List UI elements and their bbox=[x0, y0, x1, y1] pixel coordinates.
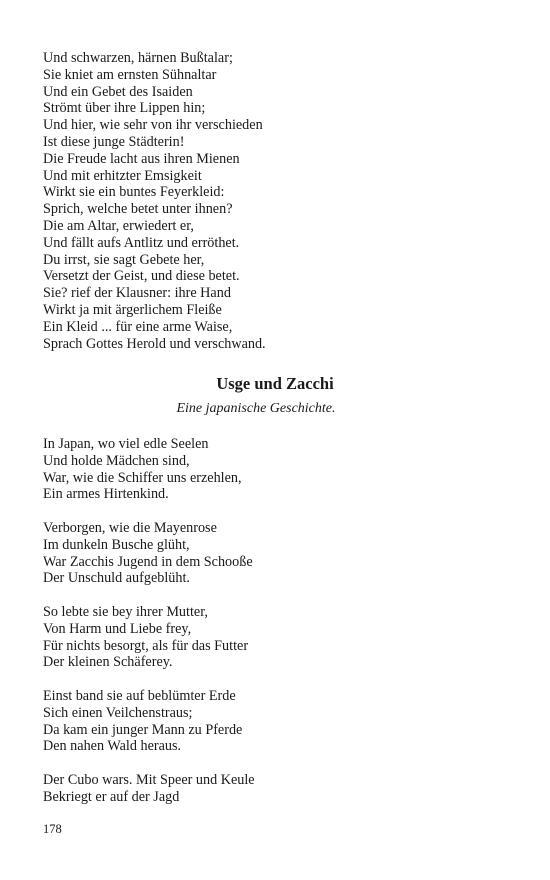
verse-line: Sie kniet am ernsten Sühnaltar bbox=[43, 66, 217, 83]
verse-line: War Zacchis Jugend in dem Schooße bbox=[43, 553, 253, 570]
previous-poem-ending bbox=[43, 50, 513, 352]
verse-line: So lebte sie bey ihrer Mutter, bbox=[43, 603, 208, 620]
verse-line: Versetzt der Geist, und diese betet. bbox=[43, 268, 240, 285]
stanza bbox=[43, 604, 513, 671]
verse-line: Wirkt sie ein buntes Feyerkleid: bbox=[43, 184, 225, 201]
stanza bbox=[43, 50, 513, 352]
stanza bbox=[43, 688, 513, 755]
verse-line: Ein armes Hirtenkind. bbox=[43, 486, 169, 503]
verse-line: Ist diese junge Städterin! bbox=[43, 133, 185, 150]
verse-line: Sich einen Veilchenstraus; bbox=[43, 704, 193, 721]
verse-line: Einst band sie auf beblümter Erde bbox=[43, 687, 236, 704]
verse-line: Für nichts besorgt, als für das Futter bbox=[43, 637, 249, 654]
verse-line: Und hier, wie sehr von ihr verschieden bbox=[43, 117, 263, 134]
verse-line: Sprich, welche betet unter ihnen? bbox=[43, 201, 233, 218]
verse-line: Der Unschuld aufgeblüht. bbox=[43, 570, 190, 587]
poem-body bbox=[43, 436, 513, 806]
verse-line: Da kam ein junger Mann zu Pferde bbox=[43, 721, 243, 738]
verse-line: Im dunkeln Busche glüht, bbox=[43, 536, 190, 553]
verse-line: Den nahen Wald heraus. bbox=[43, 738, 182, 755]
verse-line: Von Harm und Liebe frey, bbox=[43, 620, 192, 637]
poem-title: Usge und Zacchi bbox=[216, 374, 334, 393]
stanza bbox=[43, 436, 513, 503]
stanza bbox=[43, 772, 513, 806]
verse-line: Wirkt ja mit ärgerlichem Fleiße bbox=[43, 301, 222, 318]
verse-line: In Japan, wo viel edle Seelen bbox=[43, 436, 209, 452]
verse-line: Ein Kleid ... für eine arme Waise, bbox=[43, 318, 233, 335]
verse-line: Sprach Gottes Herold und verschwand. bbox=[43, 335, 266, 352]
verse-line: Und mit erhitzter Emsigkeit bbox=[43, 167, 202, 184]
verse-line: War, wie die Schiffer uns erzehlen, bbox=[43, 469, 242, 486]
verse-line: Du irrst, sie sagt Gebete her, bbox=[43, 251, 205, 268]
verse-line: Die am Altar, erwiedert er, bbox=[43, 217, 194, 234]
verse-line: Die Freude lacht aus ihren Mienen bbox=[43, 150, 240, 167]
verse-line: Und fällt aufs Antlitz und erröthet. bbox=[43, 234, 240, 251]
verse-line: Und holde Mädchen sind, bbox=[43, 452, 190, 469]
page-number: 178 bbox=[43, 822, 62, 836]
poem-subtitle: Eine japanische Geschichte. bbox=[176, 401, 336, 416]
verse-line: Der kleinen Schäferey. bbox=[43, 654, 173, 671]
verse-line: Bekriegt er auf der Jagd bbox=[43, 788, 180, 805]
verse-line: Und ein Gebet des Isaiden bbox=[43, 83, 193, 100]
verse-line: Der Cubo wars. Mit Speer und Keule bbox=[43, 771, 255, 788]
verse-line: Sie? rief der Klausner: ihre Hand bbox=[43, 285, 231, 302]
verse-line: Und schwarzen, härnen Bußtalar; bbox=[43, 50, 233, 66]
verse-line: Strömt über ihre Lippen hin; bbox=[43, 100, 206, 117]
verse-line: Verborgen, wie die Mayenrose bbox=[43, 519, 217, 536]
stanza bbox=[43, 520, 513, 587]
